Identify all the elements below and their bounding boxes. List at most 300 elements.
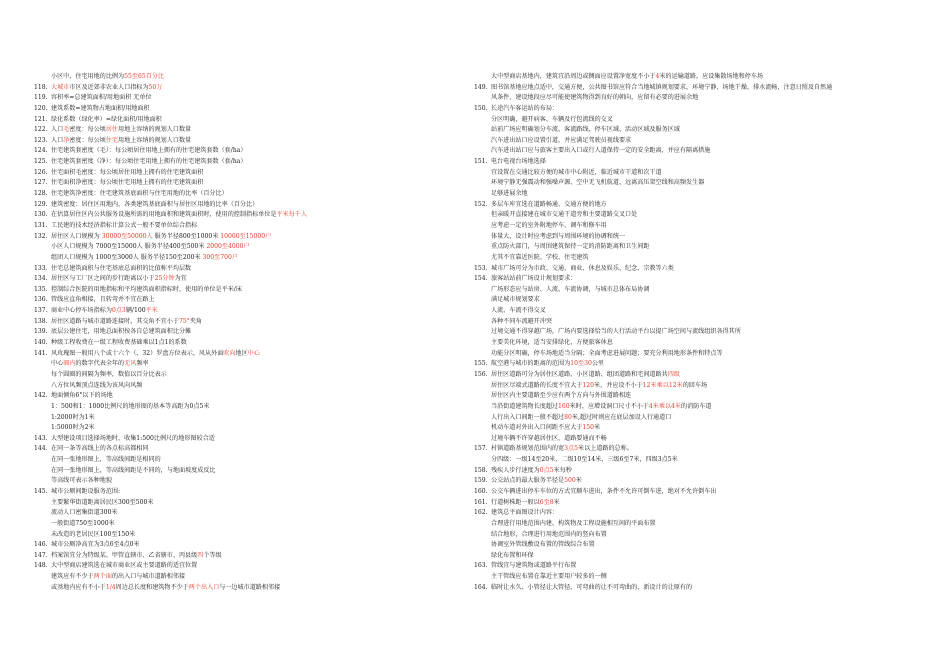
line-text: 八方位风频顶点连线为该风向风频 [51,381,143,389]
line-text: 米 [575,477,582,485]
line-text: 米的运输道路，应设集散场地和停车场 [659,73,764,80]
item-number: 140. [34,339,48,347]
line-text: 住宅面积净密度：每公顷住宅用地上拥有的住宅建筑面积 [51,179,204,187]
line-text: 当沿街道建筑物长度超过 [491,402,559,410]
line-text: 底层公建住宅，用地总面积按各自总建筑面积比分摊 [51,328,192,336]
line-text: 密度：每公顷 [69,136,106,144]
text-line [34,200,474,211]
text-line [474,381,924,392]
highlighted-text: 大城市 [51,83,70,91]
line-text: 长途汽车客运站的布局： [491,104,559,112]
text-line [474,540,924,551]
highlighted-text: 圈内 [63,360,76,368]
line-text: 人流、车流不得交叉 [491,307,546,315]
item-number: 143. [34,434,48,442]
text-line [34,455,474,466]
text-line [474,444,924,455]
line-text: 1：500和1：1000比例尺的地形图的基本等高距为0点5米 [51,402,210,410]
item-number: 152. [474,200,488,208]
text-line [34,487,474,498]
text-line [474,317,924,328]
text-line [474,200,924,211]
text-line [34,83,474,94]
item-number: 132. [34,232,48,240]
text-line [34,444,474,455]
highlighted-text: 12米乘以12米 [642,381,683,389]
highlighted-text: 平米每千人 [276,211,307,219]
line-text: 频率 [136,360,149,368]
line-text: 人口 [51,136,64,144]
item-number: 142. [34,392,48,400]
text-line [474,295,924,306]
line-text: 风玫瑰图一般用八个或十六个（、32）罗盘方位表示，风从外面 [51,349,224,357]
highlighted-text: 吹向 [223,349,236,357]
line-text: 用地上容纳的规划人口数量 [118,126,192,134]
text-line [474,72,924,83]
line-text: 公里 [591,360,605,368]
item-number: 124. [34,147,48,155]
text-line [474,327,924,338]
text-line [474,413,924,424]
text-line [34,295,474,306]
line-text: 居住区内主要道路至少应有两个方向与外围道路相连 [491,392,632,400]
highlighted-text: 3点5 [564,445,578,453]
line-text: 重点防火部门，与周围建筑保持一定的消防距离和卫生间距 [491,243,650,251]
text-line [34,115,474,126]
line-text: 建筑密度：居住区用地内，各类建筑基底面积与居住区用地的比率（百分比） [51,200,259,208]
item-number: 154. [474,275,488,283]
line-text: 周边总长度和建筑物不少于 [115,583,189,591]
line-text: 分区明确，避开病客、车辆及行包流线的交叉 [491,115,613,123]
text-line [34,530,474,541]
text-line [34,136,474,147]
highlighted-text: 四级 [667,370,680,378]
line-text: 城市广场可分为市政、交通、商业、休息及娱乐、纪念、宗教等六类 [491,264,674,272]
text-line [474,136,924,147]
line-text: 米每秒 [553,466,572,474]
right-column [474,72,924,593]
line-text: 公交车辆进出停车车位的方式宜顺车进出，条件不允许可倒车进，绝对不允许倒车出 [491,487,717,495]
text-line [34,93,474,104]
text-line [34,583,474,594]
text-line [474,498,924,509]
text-line [34,285,474,296]
line-text: 公交站点的最大服务半径是 [491,477,565,485]
item-number: 123. [34,136,48,144]
text-line [474,338,924,349]
highlighted-text: 毛 [63,126,70,134]
line-text: 容积率=总建筑面积/用地面积 无单位 [51,94,152,102]
line-text: 用地上容纳的规划人口数量 [118,136,192,144]
text-line [474,157,924,168]
line-text: 功能分区明确，停车场地适当分隔；全面考虑进展问题；要充分利用地形条件和特点等 [491,349,723,357]
text-line [34,508,474,519]
text-line [474,551,924,562]
line-text: 个等级 [203,551,222,559]
text-line [474,104,924,115]
line-text: 临时让水久、小管径让大管径、可弯曲的让不可弯曲的、新设计的让原有的 [491,583,693,591]
line-text: 居住区道路可分为居住区道路、小区道路、组团道路和宅间道路共 [491,370,668,378]
text-line [34,572,474,583]
item-number: 129. [34,200,48,208]
line-text: 城市公厕净高宜为3点6至4点0米 [51,541,140,549]
text-line [34,359,474,370]
line-text: 在估算居住区内公共服务设施所需的用地面积和建筑面积时，使用的控制指标单位是 [51,211,277,219]
text-line [474,583,924,594]
text-line [474,359,924,370]
highlighted-text: 300至700户 [202,253,238,261]
text-line [34,370,474,381]
line-text: 站前广场应明确划分车流、客流路线、停车区域、活动区域及服务区域 [491,126,680,134]
line-text: 管线应直角相接，且转弯并不宜在路上 [51,296,155,304]
text-line [34,221,474,232]
text-line [474,285,924,296]
text-line [34,519,474,530]
line-text: 多层车库宜选在道路畅通、交通方便的地方 [491,200,607,208]
line-text: 居住区道路与城市道路连接时，其交角不宜小于 [51,317,179,325]
item-number: 145. [34,487,48,495]
line-text: 人行出入口间距一般不超过 [491,413,565,421]
line-text: 等高线可表示各种地貌 [51,477,112,485]
item-number: 133. [34,264,48,272]
text-line [34,498,474,509]
line-text: 但亲暖开直接建在城市交通干道旁和主要道路交叉口处 [491,211,638,219]
line-text: 管线宜与建筑物或道路平行布置 [491,562,577,570]
item-number: 147. [34,551,48,559]
line-text: 的出入口与城市道路相邻接 [111,573,186,581]
highlighted-text: 120 [582,381,595,389]
text-line [34,168,474,179]
line-text: 广场形态应与站房、人流、车流协调，与城市总体布局协调 [491,285,650,293]
text-line [34,423,474,434]
highlighted-text: 平米 [145,307,158,315]
highlighted-text: 居住 [105,126,119,134]
item-number: 163. [474,562,488,570]
line-text: 米时，应增设洞口尺寸不小于 [569,402,649,410]
line-text: 1:2000时为1米 [51,413,95,421]
line-text: 商业中心停车场指标为 [51,307,112,315]
highlighted-text: 净 [63,136,70,144]
line-text: 种级工程收费在一级工程收费基础乘以1点1的系数 [51,339,187,347]
text-line [474,178,924,189]
item-number: 118. [34,83,48,91]
text-line [34,338,474,349]
text-line [34,317,474,328]
line-text: 米 [553,498,560,506]
item-number: 161. [474,498,488,506]
item-number: 126. [34,168,48,176]
item-number: 160. [474,487,488,495]
line-text: 一般街道750至1000米 [51,519,115,527]
highlighted-text: 10000至15000户 [220,232,272,240]
highlighted-text: 2000至4000户 [206,243,250,251]
highlighted-text: 500 [564,477,576,485]
highlighted-text: 无风 [124,360,137,368]
line-text: 分四级：一级14至20米，二级10至14米，三级6至7米，四级3点5米 [491,456,678,464]
text-line [34,413,474,424]
line-text: 小区中，住宅用地的比例为 [51,73,125,80]
line-text: 主干管线应布置在靠近主要用户较多的一侧 [491,573,607,581]
line-text: 过境车辆不许穿越居住区，道路要通而不畅 [491,434,607,442]
line-text: 合理进行用地范围内建、构筑物及工程设施相互间的平面布置 [491,519,656,527]
line-text: 居住区与工厂区之间的步行距离以小于 [51,275,155,283]
line-text: 建筑总平面图设计内容： [491,509,559,517]
text-line [34,146,474,157]
line-text: 地面倾角6°以下的场地 [51,392,113,400]
highlighted-text: 55至65百分比 [124,73,165,80]
line-text: 住宅建筑套密度（毛）：每公顷居住用地上拥有的住宅建筑套数（套/ha） [51,147,247,155]
item-number: 153. [474,264,488,272]
item-number: 128. [34,190,48,198]
text-line [474,476,924,487]
item-number: 138. [34,317,48,325]
text-line [34,349,474,360]
highlighted-text: 30000至50000人 [101,232,153,240]
highlighted-text: 6至8 [539,498,554,506]
item-number: 164. [474,583,488,591]
text-line [474,306,924,317]
text-line [34,391,474,402]
line-text: 住宅建筑净密度：住宅建筑基底面积与住宅用地的比率（百分比） [51,190,228,198]
item-number: 127. [34,179,48,187]
line-text: 住宅建筑套密度（净）：每公顷住宅用地上拥有的住宅建筑套数（套/ha） [51,158,247,166]
item-number: 158. [474,466,488,474]
line-text: 环境宁静无强震动和强噪声源、空中无飞机航道、远离高压架空线和高频发生器 [491,179,705,187]
line-text: 住宅总建筑面积与住宅基底总面积的比值称平均层数 [51,264,192,272]
item-number: 159. [474,477,488,485]
text-line [474,370,924,381]
text-line [474,455,924,466]
text-line [34,466,474,477]
highlighted-text: 150 [582,424,595,432]
item-number: 122. [34,126,48,134]
text-line [474,221,924,232]
highlighted-text: 中心 [247,349,260,357]
item-number: 155. [474,360,488,368]
text-line [34,434,474,445]
line-text: 汽车进出站口应与旅客主要出入口或行人道保持一定的安全距离，并应有隔离措施 [491,147,711,155]
highlighted-text: 两个出入口 [188,583,220,591]
text-line [474,210,924,221]
highlighted-text: 1/4 [105,583,116,591]
text-line [34,274,474,285]
line-text: 行道树株距一般以 [491,498,540,506]
line-text: 居住区尽端式道路的长度不宜大于 [491,381,583,389]
line-text: 的消防车道 [681,402,712,410]
line-text: 未改造的老居民区100至150米 [51,530,136,538]
line-text: 组团人口规模为 1000至3000人 服务半径150至200米 [51,253,203,261]
text-line [34,125,474,136]
line-text: 机动车道对外出入口间距不应大于 [491,424,583,432]
item-number: 150. [474,104,488,112]
line-text: 米，并应设不小于 [594,381,643,389]
item-number: 144. [34,445,48,453]
text-line [474,83,924,94]
item-number: 162. [474,509,488,517]
text-line [34,561,474,572]
text-line [34,157,474,168]
line-text: 航空港与城市的距离的范围为 [491,360,571,368]
line-text: 城市公厕间距设服务范围: [51,487,121,495]
text-line [474,125,924,136]
item-number: 125. [34,158,48,166]
text-line [34,189,474,200]
line-text: 大中型商店基地内，建筑宜沿周边或侧面应设置净宽度不小于 [491,73,656,80]
item-number: 131. [34,221,48,229]
highlighted-text: 0点5 [539,466,554,474]
text-line [34,232,474,243]
highlighted-text: 50万 [148,83,163,91]
item-number: 146. [34,541,48,549]
line-text: 建筑系数=建筑物占地面积/用地面积 [51,104,150,112]
text-line [474,466,924,477]
text-line [34,540,474,551]
line-text: 控制综合医院的用地指标和平均建筑面积指标时，使用的单位是平米/床 [51,285,242,293]
highlighted-text: 75° [178,317,190,325]
line-text: 在同一条等高线上的各点标高都相同 [51,445,149,453]
highlighted-text: 4 [655,73,660,80]
line-text: 居住区人口规模为 [51,232,102,240]
item-number: 157. [474,445,488,453]
line-text: 在同一张地形图上，等高线间距是相同的 [51,456,161,464]
text-line [474,487,924,498]
line-text: 中心 [51,360,64,368]
line-text: 工民建的技术经济指标计算公式一般不要单位综合指标 [51,221,198,229]
text-line [474,572,924,583]
line-text: 或基地内应有不小于 [51,583,106,591]
highlighted-text: 10至30 [570,360,592,368]
item-number: 139. [34,328,48,336]
line-text: 旅客站站前广场设计规划要求： [491,275,577,283]
text-line [474,242,924,253]
item-number: 156. [474,370,488,378]
text-line [34,476,474,487]
line-text: 档案馆宜分为特级某、甲管直辖市、乙省辖市、丙县级 [51,551,198,559]
line-text: 与一边城市道路相邻接 [219,583,281,591]
line-text: 大型建设项目选择场地时，收集1:500比例尺的地形图较合适 [51,434,215,442]
item-number: 120. [34,104,48,112]
line-text: 结合地形，合理进行用地范围内的竖向布置 [491,530,607,538]
line-text: 人口 [51,126,64,134]
text-line [474,530,924,541]
text-line [34,104,474,115]
line-text: 绿化系数（绿化率）=绿化面积/用地面积 [51,115,162,123]
line-text: 米,超过时则应在底层加设人行通道口 [571,413,672,421]
text-line [34,264,474,275]
line-text: 过境交通不得穿越广场，广场内要选择恰当的人行活动平台以提广场空间与流线组织各得其所 [491,328,741,336]
text-line [474,115,924,126]
line-text: 米 [594,424,601,432]
text-line [474,264,924,275]
text-line [474,93,924,104]
line-text: 的回车场 [682,381,708,389]
text-line [34,327,474,338]
line-text: 大中型商店建筑选在城市商业区或主要道路的适宜位置 [51,562,198,570]
text-line [34,551,474,562]
text-line [474,349,924,360]
text-line [474,402,924,413]
item-number: 149. [474,83,488,91]
line-text: 1:5000时为2米 [51,424,95,432]
line-text: 满足城市规划要求 [491,296,540,304]
text-line [474,561,924,572]
text-line [34,72,474,83]
line-text: 米以上道路的总称。 [577,445,633,453]
line-text: 市区及近郊非农业人口指标为 [69,83,149,91]
text-line [474,508,924,519]
text-line [474,232,924,243]
item-number: 148. [34,562,48,570]
highlighted-text: 两个面 [93,573,112,581]
line-text: 协调室外管线敷设布置的管线综合布置 [491,541,595,549]
text-line [34,178,474,189]
line-text: 风条件，建设地段应尽可能使建筑物得到良好的朝向，应留有必要的进展余地 [491,94,699,102]
item-number: 134. [34,275,48,283]
text-line [474,274,924,285]
line-text: 应考虑一定的室外附地停车、调车和修车用 [491,221,607,229]
item-number: 136. [34,296,48,304]
line-text: 体量大，设计时应考虑到与周围环境的协调和统一 [491,232,626,240]
item-number: 137. [34,307,48,315]
text-line [34,381,474,392]
line-text: 电台电视台场地选择 [491,158,546,166]
item-number: 135. [34,285,48,293]
line-text: 各种不同车流避开冲突 [491,317,552,325]
line-text: 每个圆圈的间隔为频率，数值以百分比表示 [51,370,167,378]
line-text: 图书馆基地应地点适中，交通方便，公共图书馆应符合当地城镇规划要求，环境宁静、场地干燥、排水流畅，注意日照及自然通 [491,83,833,91]
line-text: 辆/100 [125,307,146,315]
highlighted-text: 160 [558,402,570,410]
line-text: 地区 [235,349,248,357]
line-text: 住宅面积毛密度：每公顷居住用地上拥有的住宅建筑面积 [51,168,204,176]
line-text: 汽车进出站口应设置引道，并应满足驾驶员视线要求 [491,136,632,144]
item-number: 151. [474,158,488,166]
line-text: 尤其不宜靠近医院、学校、住宅建筑 [491,253,589,261]
highlighted-text: 4米乘以4米 [648,402,682,410]
text-line [474,423,924,434]
line-text: 流动人口密集街道300米 [51,509,118,517]
text-line [34,306,474,317]
highlighted-text: 0点3 [111,307,126,315]
text-line [474,434,924,445]
text-line [474,146,924,157]
item-number: 119. [34,94,48,102]
line-text: 夹角 [189,317,202,325]
text-line [474,189,924,200]
line-text: 在同一张地形图上，等高线间距是不同的，与地面坡度成反比 [51,466,216,474]
text-line [474,519,924,530]
item-number: 141. [34,349,48,357]
highlighted-text: 住宅 [105,136,119,144]
line-text: 服务半径800至1000米 [152,232,221,240]
line-text: 建筑应有不少于 [51,573,94,581]
line-text: 残疾人步行速度为 [491,466,540,474]
text-line [474,391,924,402]
text-line [474,253,924,264]
text-line [34,242,474,253]
text-line [34,210,474,221]
highlighted-text: 80 [564,413,572,421]
highlighted-text: 四 [197,551,204,559]
line-text: 主要美化环境，适当安排绿化，方便旅客休息 [491,339,613,347]
highlighted-text: 25分钟 [154,275,175,283]
item-number: 130. [34,211,48,219]
line-text: 为宜 [174,275,187,283]
item-number: 121. [34,115,48,123]
line-text: 宜设置在交通比较方便的城市中心附近，临近城市干道和次干道 [491,168,662,176]
line-text: 足够进展余地 [491,190,528,198]
text-line [474,168,924,179]
